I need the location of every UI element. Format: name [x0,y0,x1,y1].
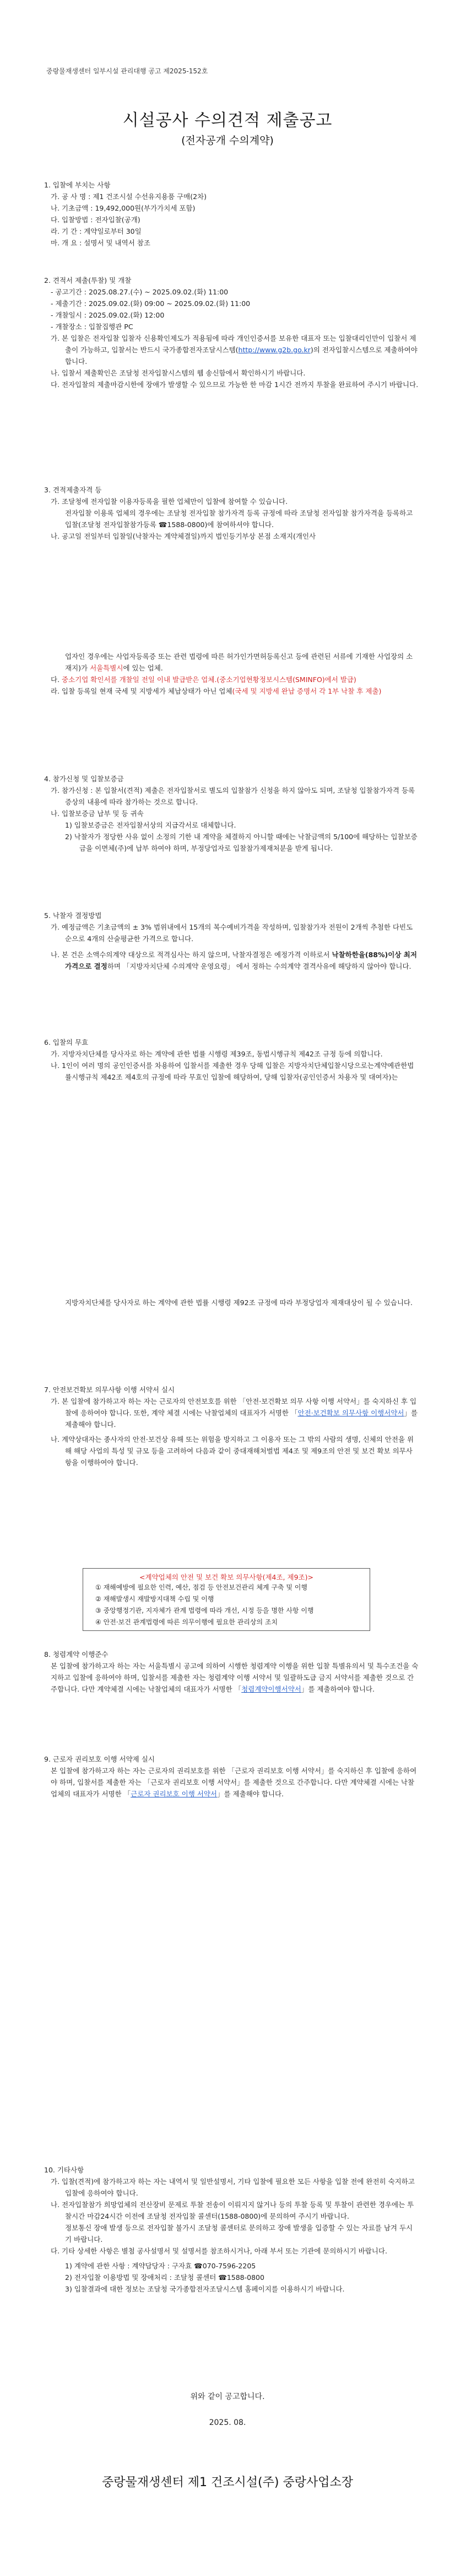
paragraph-body: 본 입찰에 참가하고자 하는 자는 근로자의 권리보호를 위한 「근로자 권리보호 이행 서약서」를 숙지하신 후 입찰에 응하여야 하며, 입찰서를 제출한 자는 「근로자 권리보호 이행 서약서」를 제출한 것으로 간주합니다. 다만 계약체결 시에는 낙찰업체의 대표자가 서명한 「근로자 권리보호 이행 서약서」를 제출해야 합니다. [51,1767,417,1798]
obligation-item: ④ 안전·보건 관계법령에 따른 의무이행에 필요한 관리상의 조치 [95,1618,278,1626]
item-project-name: 가. 공 사 명 : 제1 건조시설 수선유지용품 구매(2차) [51,192,207,201]
section-award-method [44,910,419,972]
paragraph-ra: 라. 입찰 등록일 현재 국세 및 지방세가 체납상태가 아닌 업체(국세 및 지방세 완납 증명서 각 1부 낙찰 후 제출) [51,687,382,695]
schedule-notice-period: - 공고기간 : 2025.08.27.(수) ~ 2025.09.02.(화) 11:00 [51,288,229,296]
paragraph-na: 나. 입찰서 제출확인은 조달청 전자입찰시스템의 웹 송신함에서 확인하시기 바랍니다. [51,369,306,377]
item-period: 라. 기 간 : 계약일로부터 30일 [51,227,142,235]
contact-results: 3) 입찰결과에 대한 정보는 조달청 국가종합전자조달시스템 홈페이지를 이용하시기 바랍니다. [65,2285,345,2293]
item-base-price: 나. 기초금액 : 19,492,000원(부가가치세 포함) [51,204,196,212]
paragraph-na: 나. 본 건은 소액수의계약 대상으로 적격심사는 하지 않으며, 낙찰자결정은 예정가격 이하로서 낙찰하한율(88%)이상 최저가격으로 결정하며 「지방자치단체 수의계약 운영요령」 에서 정하는 수의계약 결격사유에 해당하지 않아야 합니다. [51,951,417,970]
section-heading: 6. 입찰의 무효 [44,1038,89,1046]
paragraph-ga-detail: 전자입찰 이용록 업체의 경우에는 조달청 전자입찰 참가자격 등록 규정에 따라 조달청 전자입찰 참가자격을 등록하고 입찰(조달청 전자입찰참가등록 ☎1588-0800)에 참여하셔야 합니다. [65,509,413,529]
page-title: 시설공사 수의견적 제출공고 [122,111,333,130]
section-other [44,2164,419,2295]
paragraph-na: 나. 공고일 전일부터 입찰일(낙찰자는 계약체결일)까지 법인등기부상 본점 소재지(개인사 [51,532,316,540]
closing-notice: 위와 같이 공고합니다. [190,2392,265,2401]
paragraph-ga: 가. 조달청에 전자입찰 이용자등록을 필한 업체만이 입찰에 참여할 수 있습니다. [51,497,288,506]
g2b-link[interactable]: http://www.g2b.go.kr [238,346,311,354]
paragraph-ga: 가. 지방자치단체를 당사자로 하는 계약에 관한 법률 시행령 제39조, 동법시행규칙 제42조 규정 등에 의합니다. [51,1050,383,1058]
integrity-pledge-link[interactable]: 청렴계약이행서약서 [241,1685,301,1693]
section-heading: 3. 견적제출자격 등 [44,486,102,494]
document-number: 중랑물재생센터 일부시설 관리대행 공고 제2025-152호 [46,67,208,75]
contact-contract: 1) 계약에 관한 사항 : 계약담당자 : 구자효 ☎070-7596-2205 [65,2262,256,2270]
section-heading: 8. 청렴계약 이행준수 [44,1650,109,1659]
box-heading: <계약업체의 안전 및 보건 확보 의무사항(제4조, 제9조)> [139,1573,313,1581]
item-bid-method: 다. 입찰방법 : 전자입찰(공개) [51,216,140,224]
sub-item-1: 1) 입찰보증금은 전자입찰서상의 지급각서로 대체합니다. [65,821,236,829]
section-eligibility [44,484,419,542]
section-integrity [44,1649,419,1695]
paragraph-na: 나. 계약상대자는 종사자의 안전·보건상 유해 또는 위험을 방지하고 그 이용자 또는 그 밖의 사람의 생명, 신체의 안전을 위해 해당 사업의 특성 및 규모 등을 고려하여 다음과 같이 중대재해처벌법 제4조 및 제9조의 안전 및 보건 확보 의무사항을 이행하여야 합니다. [51,1435,414,1467]
paragraph-na-cont: 지방자치단체를 당사자로 하는 계약에 관한 법률 시행령 제92조 규정에 따라 부정당업자 제재대상이 될 수 있습니다. [65,1298,413,1307]
paragraph-na: 나. 입찰보증금 납부 및 등 귀속 [51,809,144,818]
section-heading: 2. 견적서 제출(투찰) 및 개찰 [44,276,132,285]
section-heading: 5. 낙찰자 결정방법 [44,911,102,920]
section-worker-rights [44,1753,419,1800]
sub-item-2: 2) 낙찰자가 정당한 사유 없이 소정의 기한 내 계약을 체결하지 아니할 때에는 낙찰금액의 5/100에 해당하는 입찰보증금을 이면체(주)에 납부 하여야 하며, 부정당업자로 입찰참가제재처분을 받게 됩니다. [65,833,418,852]
obligation-item: ② 재해발생시 재발방지대책 수립 및 이행 [95,1595,214,1603]
paragraph-na: 나. 1인이 여러 명의 공인인증서를 차용하여 입찰서를 제출한 경우 당해 입찰은 지방자치단체입찰시당으로는계약예관한법률시행규칙 제42조 제4호의 규정에 따라 무효인 입찰에 해당하여, 당해 입찰자(공인인증서 차용자 및 대여자)는 [51,1061,414,1081]
section-heading: 7. 안전보건확보 의무사항 이행 서약서 실시 [44,1386,175,1394]
paragraph-body: 본 입찰에 참가하고자 하는 자는 서울특별시 공고에 의하여 시행한 청렴계약 이행을 위한 입찰 특별유의서 및 특수조건을 숙지하고 입찰에 응하여야 하며, 입찰서를 제출한 자는 청렴계약 이행 서약서 및 일괄하도급 금지 서약서를 제출한 것으로 간주합니다. 다만 계약체결 시에는 낙찰업체의 대표자가 서명한 「청렴계약이행서약서」를 제출하여야 합니다. [51,1662,419,1693]
schedule-opening-place: - 개찰장소 : 입찰집행관 PC [51,323,133,331]
schedule-submit-period: - 제출기간 : 2025.09.02.(화) 09:00 ~ 2025.09.02.(화) 11:00 [51,299,251,308]
paragraph-da: 다. 전자입찰의 제출마감시한에 장애가 발생할 수 있으므로 가능한 한 마감 1시간 전까지 투찰을 완료하여 주시기 바랍니다. [51,380,419,389]
section-invalid-bids-cont [44,1297,419,1308]
paragraph-ga: 가. 입찰(견적)에 참가하고자 하는 자는 내역서 및 일반설명서, 기타 입찰에 필요한 모든 사항을 입찰 전에 완전히 숙지하고 입찰에 응하여야 합니다. [51,2177,415,2197]
paragraph-ga: 가. 본 입찰에 참가하고자 하는 자는 근로자의 안전보호를 위한 「안전·보건확보 의무 사항 이행 서약서」를 숙지하신 후 입찰에 응하여야 합니다. 또한, 계약 체결 시에는 낙찰업체의 대표자가 서명한 「안전·보건확보 의무사항 이행서약서」를 제출해야 합니다. [51,1397,418,1429]
paragraph-da: 다. 중소기업 확인서를 개찰일 전일 이내 발급받은 업체.(중소기업현황정보시스템(SMINFO)에서 발급) [51,675,356,684]
section-submission [44,275,419,390]
obligation-item: ③ 중앙행정기관, 지자체가 관계 법령에 따라 개선, 시정 등을 명한 사항 이행 [95,1607,314,1614]
worker-rights-link[interactable]: 근로자 권리보호 이행 서약서 [131,1790,217,1798]
section-heading: 10. 기타사항 [44,2166,84,2174]
closing-date: 2025. 08. [209,2418,246,2427]
section-invalid-bids [44,1037,419,1083]
contact-callcenter: 2) 전자입찰 이용방법 및 장애처리 : 조달청 콜센터 ☎1588-0800 [65,2273,264,2282]
paragraph-ga: 가. 본 입찰은 전자입찰 입찰자 신용확인제도가 적용됨에 따라 개인인증서를 보유한 대표자 또는 입찰대리인만이 입찰서 제출이 가능하고, 입찰서는 반드시 국가종합전자조달시스템(http://www.g2b.go.kr)의 전자입찰시스템으로 제출하여야 합니다. [51,334,418,366]
paragraph-na-detail: 정보통신 장애 발생 등으로 전자입찰 불가시 조달청 콜센터로 문의하고 장애 발생을 입증할 수 있는 자료를 남겨 두시기 바랍니다. [65,2224,413,2244]
schedule-opening-time: - 개찰일시 : 2025.09.02.(화) 12:00 [51,311,165,319]
obligations-box [83,1568,370,1631]
section-bid-items [44,179,419,249]
section-heading: 1. 입찰에 부치는 사항 [44,181,111,189]
paragraph-ga: 가. 참가신청 : 본 입찰서(견적) 제출은 전자입찰서로 별도의 입찰참가 신청을 하지 않아도 되며, 조달청 입찰참가자격 등록증상의 내용에 따라 참가하는 것으로 합니다. [51,786,415,806]
paragraph-na: 나. 전자입찰참가 희망업체의 전산장비 문제로 투찰 전송이 이뤄지지 않거나 등의 투찰 등록 및 투찰이 관련한 경우에는 투찰시간 마감24시간 이전에 조달청 전자입찰 콜센터(1588-0800)에 문의하여 주시기 바랍니다. [51,2201,414,2220]
page-subtitle: (전자공개 수의계약) [181,135,274,147]
item-overview: 마. 개 요 : 설명서 및 내역서 참조 [51,239,150,247]
paragraph-ga: 가. 예정금액은 기초금액의 ± 3% 범위내에서 15개의 복수예비가격을 작성하며, 입찰참가자 전원이 2개씩 추첨한 다빈도 순으로 4개의 산술평균한 가격으로 합니다. [51,923,413,943]
section-safety-pledge [44,1384,419,1468]
obligation-item: ① 재해예방에 필요한 인력, 예산, 점검 등 안전보건관리 체계 구축 및 이행 [95,1584,307,1591]
section-eligibility-cont [44,651,419,697]
section-heading: 9. 근로자 권리보호 이행 서약제 실시 [44,1755,155,1763]
paragraph-na-cont: 업자인 경우에는 사업자등록증 또는 관련 법령에 따른 허가인가면허등록신고 등에 관련된 서류에 기재한 사업장의 소재지)가 서울특별시에 있는 업체. [65,652,413,672]
issuer-signature: 중랑물재생센터 제1 건조시설(주) 중랑사업소장 [102,2476,353,2489]
section-heading: 4. 참가신청 및 입찰보증금 [44,775,124,783]
section-participation [44,773,419,854]
paragraph-da: 다. 기타 상세한 사항은 별첨 공사설명서 및 설명서를 참조하시거나, 아래 부서 또는 기관에 문의하시기 바랍니다. [51,2247,387,2255]
safety-pledge-link[interactable]: 안전·보건확보 의무사항 이행서약서 [297,1409,404,1417]
